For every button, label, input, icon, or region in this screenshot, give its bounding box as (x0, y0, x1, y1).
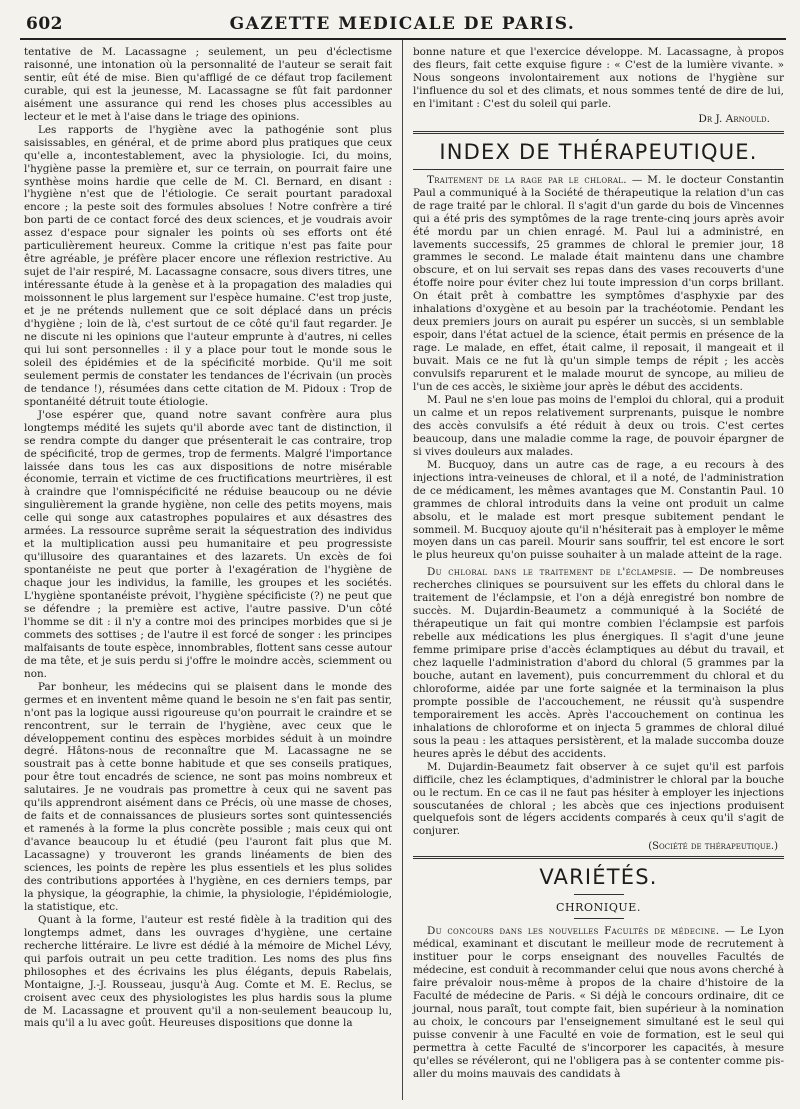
rage-article-heading: Traitement de la rage par le chloral. (427, 173, 627, 186)
rage-article-text: — M. le docteur Constantin Paul a communiqué à la Société de thérapeutique la relation d'un cas de rage traité par le chloral. Il s'agit d'un garde du bois de Vincennes qui a été pris des symptômes de la rage trente-cinq jours après avoir été mordu par un chien enragé. M. Paul lui a administré, en lavements successifs, 25 grammes de chloral le premier jour, 18 grammes le second. Le malade était maintenu dans une chambre obscure, et on lui servait ses repas dans des vases recouverts d'une étoffe noire pour éviter chez lui toute impression d'un corps brillant. On était prêt à combattre les symptômes d'asphyxie par des inhalations d'oxygène et au besoin par la trachéotomie. Pendant les deux premiers jours on aurait pu espérer un succès, si un semblable espoir, dans l'état actuel de la science, était permis en présence de la rage. Le malade, en effet, était calme, il reposait, il mangeait et il buvait. Mais ce ne fut là qu'un simple temps de répit ; les accès convulsifs reparurent et le malade mourut de syncope, au milieu de l'un de ces accès, le sixième jour après le début des accidents. (413, 173, 784, 394)
section-divider (413, 856, 784, 859)
left-column (20, 40, 403, 1100)
review-paragraph: Par bonheur, les médecins qui se plaisent dans le monde des germes et en inventent même quand le besoin ne s'en fait pas sentir, n'ont pas la logique aussi rigoureuse qu'on pourrait le craindre et se rencontrent, sur le terrain de l'hygiène, avec ceux que le développement continu des espèces morbides séduit à un moindre degré. Hâtons-nous de reconnaître que M. Lacassagne ne se soustrait pas à cette bonne habitude et que ses conseils pratiques, pour être tout encadrés de science, ne sont pas moins nombreux et salutaires. Je ne voudrais pas promettre à ceux qui ne savent pas qu'ils apprendront aisément dans ce Précis, où une masse de choses, de faits et de connaissances de plusieurs sortes sont quintessenciés et ramenés à la forme la plus concrète possible ; mais ceux qui ont d'avance beaucoup lu et étudié (peu l'auront fait plus que M. Lacassagne) y trouveront les grands linéaments de bien des sciences, les points de repère les plus essentiels et les plus solides des contributions apportées à l'hygiène, en ces derniers temps, par la physique, la géographie, la chimie, la physiologie, l'épidémiologie, la statistique, etc. (24, 680, 392, 913)
section-divider (413, 169, 784, 170)
rage-article-paragraph: M. Paul ne s'en loue pas moins de l'emploi du chloral, qui a produit un calme et un repos relativement surprenants, puisque le nombre des accès convulsifs a été réduit à deux ou trois. C'est certes beaucoup, dans une maladie comme la rage, de pouvoir épargner de si vives douleurs aux malades. (413, 393, 784, 458)
eclampsie-article-heading: Du chloral dans le traitement de l'éclampsie. (427, 566, 677, 579)
review-paragraph: Les rapports de l'hygiène avec la pathogénie sont plus saisissables, en général, et de prime abord plus pratiques que ceux qu'elle a, incontestablement, avec la physiologie. Ici, du moins, l'hygiène passe la première et, sur ce terrain, on pourrait faire une synthèse moins hardie que celle de M. Cl. Bernard, en disant : l'hygiène n'est que de l'étiologie. Ce serait pourtant paradoxal encore ; la peste soit des formules absolues ! Notre confrère a tiré bon parti de ce contact forcé des deux sciences, et je voudrais avoir assez d'espace pour signaler les points où ses efforts ont été particulièrement heureux. Comme la critique n'est pas faite pour être agréable, je préfère placer encore une réflexion restrictive. Au sujet de l'air respiré, M. Lacassagne consacre, sous divers titres, une intéressante étude à la genèse et à la propagation des maladies qui moissonnent le plus largement sur l'espèce humaine. C'est trop juste, et je ne prétends nullement que ce soit déplacé dans un précis d'hygiène ; loin de là, c'est surtout de ce côté qu'il faut regarder. Je ne discute ni les opinions que l'auteur emprunte à d'autres, ni celles qui lui sont personnelles : il y a place pour tout le monde sous le soleil des épidémies et de la spécificité morbide. Qu'il me soit seulement permis de constater les tendances de l'écrivain (un procès de tendance !), résumées dans cette citation de M. Pidoux : Trop de spontanéité détruit toute étiologie. (24, 123, 392, 408)
two-column-body (20, 40, 786, 1100)
right-column (403, 40, 786, 1100)
concours-article-heading: Du concours dans les nouvelles Facultés de médecine. (427, 925, 720, 938)
review-conclusion: bonne nature et que l'exercice développe. M. Lacassagne, à propos des fleurs, fait cette exquise figure : « C'est de la lumière vivante. » Nous songeons involontairement aux notions de l'hygiène sur l'influence du sol et des climats, et nous sommes tenté de dire de lui, en l'imitant : C'est du soleil qui parle. (413, 46, 784, 110)
short-divider (574, 894, 624, 895)
review-paragraph: J'ose espérer que, quand notre savant confrère aura plus longtemps médité les sujets qu'il aborde avec tant de distinction, il se rendra compte du danger que présenterait le cas contraire, trop de spécificité, trop de germes, trop de ferments. Malgré l'importance laissée dans tous les cas aux dispositions de notre misérable économie, terrain et victime de ces fructifications meurtrières, il est à craindre que l'omnispécificité ne réduise beaucoup ou ne dévie singulièrement la grande hygiène, non celle des petits moyens, mais celle qui songe aux catastrophes populaires et aux désastres des armées. La ressource suprême serait la séquestration des individus et la multiplication aussi peu humanitaire et peu progressiste qu'illusoire des quarantaines et des lazarets. Un excès de foi spontanéiste ne peut que porter à l'exagération de l'hygiène de chaque jour les individus, la famille, les groupes et les sociétés. L'hygiène spontanéiste prévoit, l'hygiène spécificiste (?) ne peut que se défendre ; la première est active, l'autre passive. D'un côté l'homme se dit : il n'y a contre moi des principes morbides que si je commets des sottises ; de l'autre il est forcé de songer : les principes malfaisants de toute espèce, innombrables, flottent sans cesse autour de ma tête, et je suis perdu si j'offre le moindre accès, sciemment ou non. (24, 408, 392, 680)
running-head (20, 0, 786, 40)
society-attribution: (Société de thérapeutique.) (648, 841, 778, 853)
section-divider (413, 131, 784, 134)
journal-title: GAZETTE MEDICALE DE PARIS. (229, 14, 576, 34)
eclampsie-article-lead (413, 566, 784, 760)
short-divider (574, 918, 624, 919)
chronique-subheading: CHRONIQUE. (555, 901, 642, 915)
review-paragraph: Quant à la forme, l'auteur est resté fidèle à la tradition qui des longtemps admet, dans les ouvrages d'hygiène, une certaine recherche littéraire. Le livre est dédié à la mémoire de Michel Lévy, qui parfois outrait un peu cette tradition. Les noms des plus fins philosophes et des écrivains les plus élégants, depuis Rabelais, Montaigne, J.-J. Rousseau, jusqu'à Aug. Comte et M. E. Reclus, se croisent avec ceux des physiologistes les plus hardis sous la plume de M. Lacassagne et prouvent qu'il a non-seulement beaucoup lu, mais qu'il a lu avec goût. Heureuses dispositions que donne la (24, 913, 392, 1030)
concours-article-lead (413, 925, 784, 1080)
author-signature: Dr J. Arnould. (698, 112, 770, 125)
eclampsie-article-paragraph: M. Dujardin-Beaumetz fait observer à ce sujet qu'il est parfois difficile, chez les éclamptiques, d'administrer le chloral par la bouche ou le rectum. En ce cas il ne faut pas hésiter à employer les injections souscutanées de chloral ; les abcès que ces injections produisent quelquefois sont de légers accidents comparés à ceux qu'il s'agit de conjurer. (413, 760, 784, 838)
eclampsie-article-text: — De nombreuses recherches cliniques se poursuivent sur les effets du chloral dans le traitement de l'éclampsie, et l'on a déjà enregistré bon nombre de succès. M. Dujardin-Beaumetz a communiqué à la Société de thérapeutique un fait qui montre combien l'éclampsie est parfois rebelle aux médications les plus énergiques. Il s'agit d'une jeune femme primipare prise d'accès éclamptiques au début du travail, et chez laquelle l'administration d'abord du chloral (5 grammes par la bouche, autant en lavement), puis concurremment du chloral et du chloroforme, aidée par une forte saignée et la terminaison la plus prompte possible de l'accouchement, ne réussit qu'à suspendre temporairement les accès. Après l'accouchement on continua les inhalations de chloroforme et on injecta 5 grammes de chloral dilué sous la peau : les attaques persistèrent, et la malade succomba douze heures après le début des accidents. (413, 566, 784, 760)
page-number: 602 (26, 14, 63, 34)
rage-article-paragraph: M. Bucquoy, dans un autre cas de rage, a eu recours à des injections intra-veineuses de chloral, et il a noté, de l'administration de ce médicament, les mêmes avantages que M. Constantin Paul. 10 grammes de chloral introduits dans la veine ont produit un calme absolu, et le malade est mort presque subitement pendant le sommeil. M. Bucquoy ajoute qu'il n'hésiterait pas à employer le même moyen dans un cas pareil. Mourir sans souffrir, tel est encore le sort le plus heureux qu'on puisse souhaiter à un malade atteint de la rage. (413, 458, 784, 562)
concours-article-text: — Le Lyon médical, examinant et discutant le meilleur mode de recrutement à instituer pour le corps enseignant des nouvelles Facultés de médecine, est conduit à recommander celui que nous avons cherché à faire prévaloir nous-même à propos de la chaire d'histoire de la Faculté de médecine de Paris. « Si déjà le concours ordinaire, dit ce journal, nous paraît, tout compte fait, bien supérieur à la nomination au choix, le concours par l'enseignement simultané est le seul qui puisse convenir à une Faculté en voie de formation, est le seul qui permettra à cette Faculté de s'incorporer les capacités, à mesure qu'elles se révéleront, qui ne l'obligera pas à se contenter comme pis-aller du moins mauvais des candidats à (413, 925, 784, 1080)
review-paragraph: tentative de M. Lacassagne ; seulement, un peu d'éclectisme raisonné, une intonation où la personnalité de l'auteur se serait fait sentir, eût été de mise. Bien qu'affligé de ce défaut trop facilement curable, qui est la jeunesse, M. Lacassagne se fût fait pardonner aisément une assurance qui rend les choses plus accessibles au lecteur et le met à l'aise dans le triage des opinions. (24, 46, 392, 123)
index-section-title: INDEX DE THÉRAPEUTIQUE. (439, 139, 758, 164)
varietes-section-title: VARIÉTÉS. (539, 865, 658, 890)
rage-article-lead (413, 174, 784, 394)
